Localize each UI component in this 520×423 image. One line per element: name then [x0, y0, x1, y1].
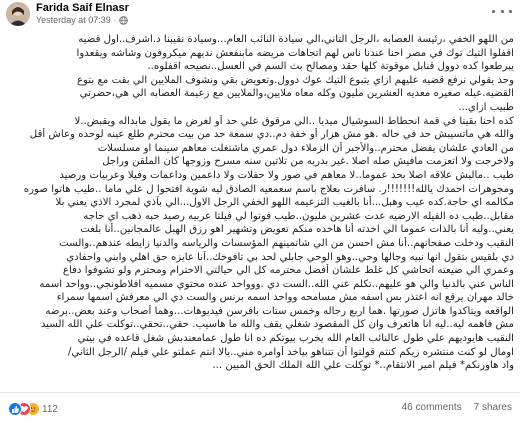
- globe-icon[interactable]: [119, 16, 128, 25]
- post-text-line: مقابل..طيب ده الفيله الارضيه عدت عشرين مليون..طيب فوتوا لي فيلتا عربيه رصيد حبه ذهب اي حاجه: [83, 210, 514, 222]
- post-text-line: الناس عني بالدنيا والي هو عليهم..تكلم عني الله..الست دي .ووواحد عنده محتوي مسميه افلاطونجي..وواحد اسمه: [39, 278, 514, 290]
- reaction-icons: [8, 402, 38, 416]
- post-meta: [36, 15, 128, 25]
- post-text-line: وحد يقولي نرفع قضيه عليهم ازاي يتبوع التيك عوك دوول.وتعويض بقي ونشوف الملايين الي بقت مع بتوع: [76, 74, 514, 86]
- post-text: [6, 33, 514, 380]
- post-text-line: اقفلوا التيك توك في مصر احنا عندنا ناس لهم اتجاهات مريضه مابنفعش نديهم ميكروفون وشاشه ويقعدوا: [76, 47, 514, 59]
- post-header: [0, 0, 520, 30]
- comments-count[interactable]: 46 comments: [401, 402, 462, 413]
- post-text-line: القضيه.عيله صغيره معديه العشرين مليون وكله معاه ملايين،والملايين مع زعيمة العصابه الي هي،حضرتي: [79, 88, 514, 100]
- more-options-button[interactable]: [492, 4, 512, 18]
- post-text-line: اومال لو كنت منتشره زيكم كنتم قولتوا أن تتناهو بياخد أوامره مني..يالا انتم عملتو علي فيلم /الرجل الثاني/: [67, 346, 514, 358]
- post-timestamp[interactable]: Yesterday at 07:39: [36, 15, 111, 25]
- post-text-line: الواقعه ويتاكدوا هاتزل صورتها .هما اربع رجاله وخمس ستات بافرسن فيديوهات...وهما أصحاب وعند بعض..برضه: [45, 305, 514, 317]
- post-footer: [0, 392, 520, 423]
- separator-dot: ·: [113, 15, 117, 25]
- more-dot-icon: [501, 10, 504, 13]
- reactions-summary[interactable]: [8, 402, 58, 416]
- like-reaction-icon: [8, 402, 22, 416]
- post-text-line: واد هاورنكم* فيلم امير الانتقام..* توكلت علي الله الملك الحق المبين ...: [212, 360, 514, 372]
- post-text-line: النقيب ودخلت صفحاتهم..أنا مش احسن من الي شاتمينهم المؤسسات والرياسه والدنيا زايطه عندهم..والست: [59, 237, 514, 249]
- post-text-line: طبيب ازاي...: [458, 101, 514, 113]
- shares-count[interactable]: 7 shares: [473, 402, 512, 413]
- post-text-line: والله هي ماتسيبش حد في حاله .هو مش هزار أو خفة دم..دي سمعة حد من بيت محترم طلع عينه لوحده وعاش أقل: [29, 129, 514, 141]
- post-text-line: خالد مهران يرقع انه اعتذر بس اسفه مش مسامحه وواحد اسمه برنس والست دي الي معرفش اسمها سمراء: [56, 292, 514, 304]
- post-text-line: وعمري الي ضيعته اتحاشي كل غلط علشان أفضل محترمه كل الي حيالتي الاحترام ومحترم ولو تشوفوا دفاع: [62, 265, 514, 277]
- post-text-line: يعني..وليه أنا بالذات عموما الي اخدته أنا هاخده منكم تعويض وتشهير اهو رزق الهبل عالمجانين..أنا بلغت: [80, 224, 514, 236]
- avatar-image: [6, 2, 30, 26]
- author-name[interactable]: Farida Saif Elnasr: [36, 2, 129, 14]
- post-text-line: طيب ..مالبش علاقه اصلا بحد عموما..لا معاهم في صور ولا حفلات ولا داعمين وداعمات وفيلا وعربيات ورصيد: [59, 169, 514, 181]
- post-text-line: مش فاهمه ليه..ليه انا هاتعرف وان كل المقصود شغلي يقف والله ما هاسيب. حقي..تحقي..توكلت علي الله السيد: [40, 319, 514, 331]
- avatar[interactable]: [6, 2, 30, 26]
- post-text-line: مكالمه اي حاجة.كده عيب وهبل...أنا بالغيب التزعيمه اللهو الخفي الرجل الاول...الي بآذي لمجرد الاذي يعني بلا: [55, 197, 514, 209]
- post-text-line: يبرطعوا كده دوول قنابل موقوتة كلها حقد ومصالح بث السم في العسل..نصيحه اقفلوه..: [147, 61, 514, 73]
- post-text-line: النقيب هايوديهم علي طول عالنائب العام الله يخرب بيوتكم ده انا طول عمامعندبش شغل قاعده في بيتي: [77, 333, 514, 345]
- reactions-count: 112: [42, 403, 58, 415]
- post-text-line: ومجوهرات احمدك يالله!!!!!!!ر. سافرت بعلاج باسم سعمعيه الصادق ليه شوية افتحوا ل علي ماما ..طيب هاتوا صوره: [23, 183, 514, 195]
- more-dot-icon: [492, 10, 495, 13]
- post-text-line: من العادي علشان يفضل محترم..والأجبر أن الزملاء دول عمري ماشتغلت معاهم سينما او مسلسلات: [97, 142, 514, 154]
- engagement-counts: [402, 402, 512, 413]
- more-dot-icon: [509, 10, 512, 13]
- post-text-line: ولاخرجت ولا اتعزمت مافيش صله اصلا .غير بدريه من تلاتين سنه مسرح وزوجها كان الملقن وراجل: [102, 156, 514, 168]
- post-text-line: من اللهو الخفي ،رئيسة العصابه ،الرجل التاني،الي سيادة النائب العام...وسيادة نقيبنا د.اشرف..اول قضيه: [78, 34, 514, 45]
- post-text-line: دي بلقيس بتقول انها نبيه وجالها وحي..وهو الوحي جابلي لحد بي تافوخك..آنا عايزه حق اهلي وابني واحفادي: [66, 251, 514, 263]
- post-text-line: كده احنا بقينا في قمة انحطاط السوشيال ميديا ..الي مرقوق علي حد أو لغرض ما يقول مابداله ويقبض..لا: [74, 115, 514, 127]
